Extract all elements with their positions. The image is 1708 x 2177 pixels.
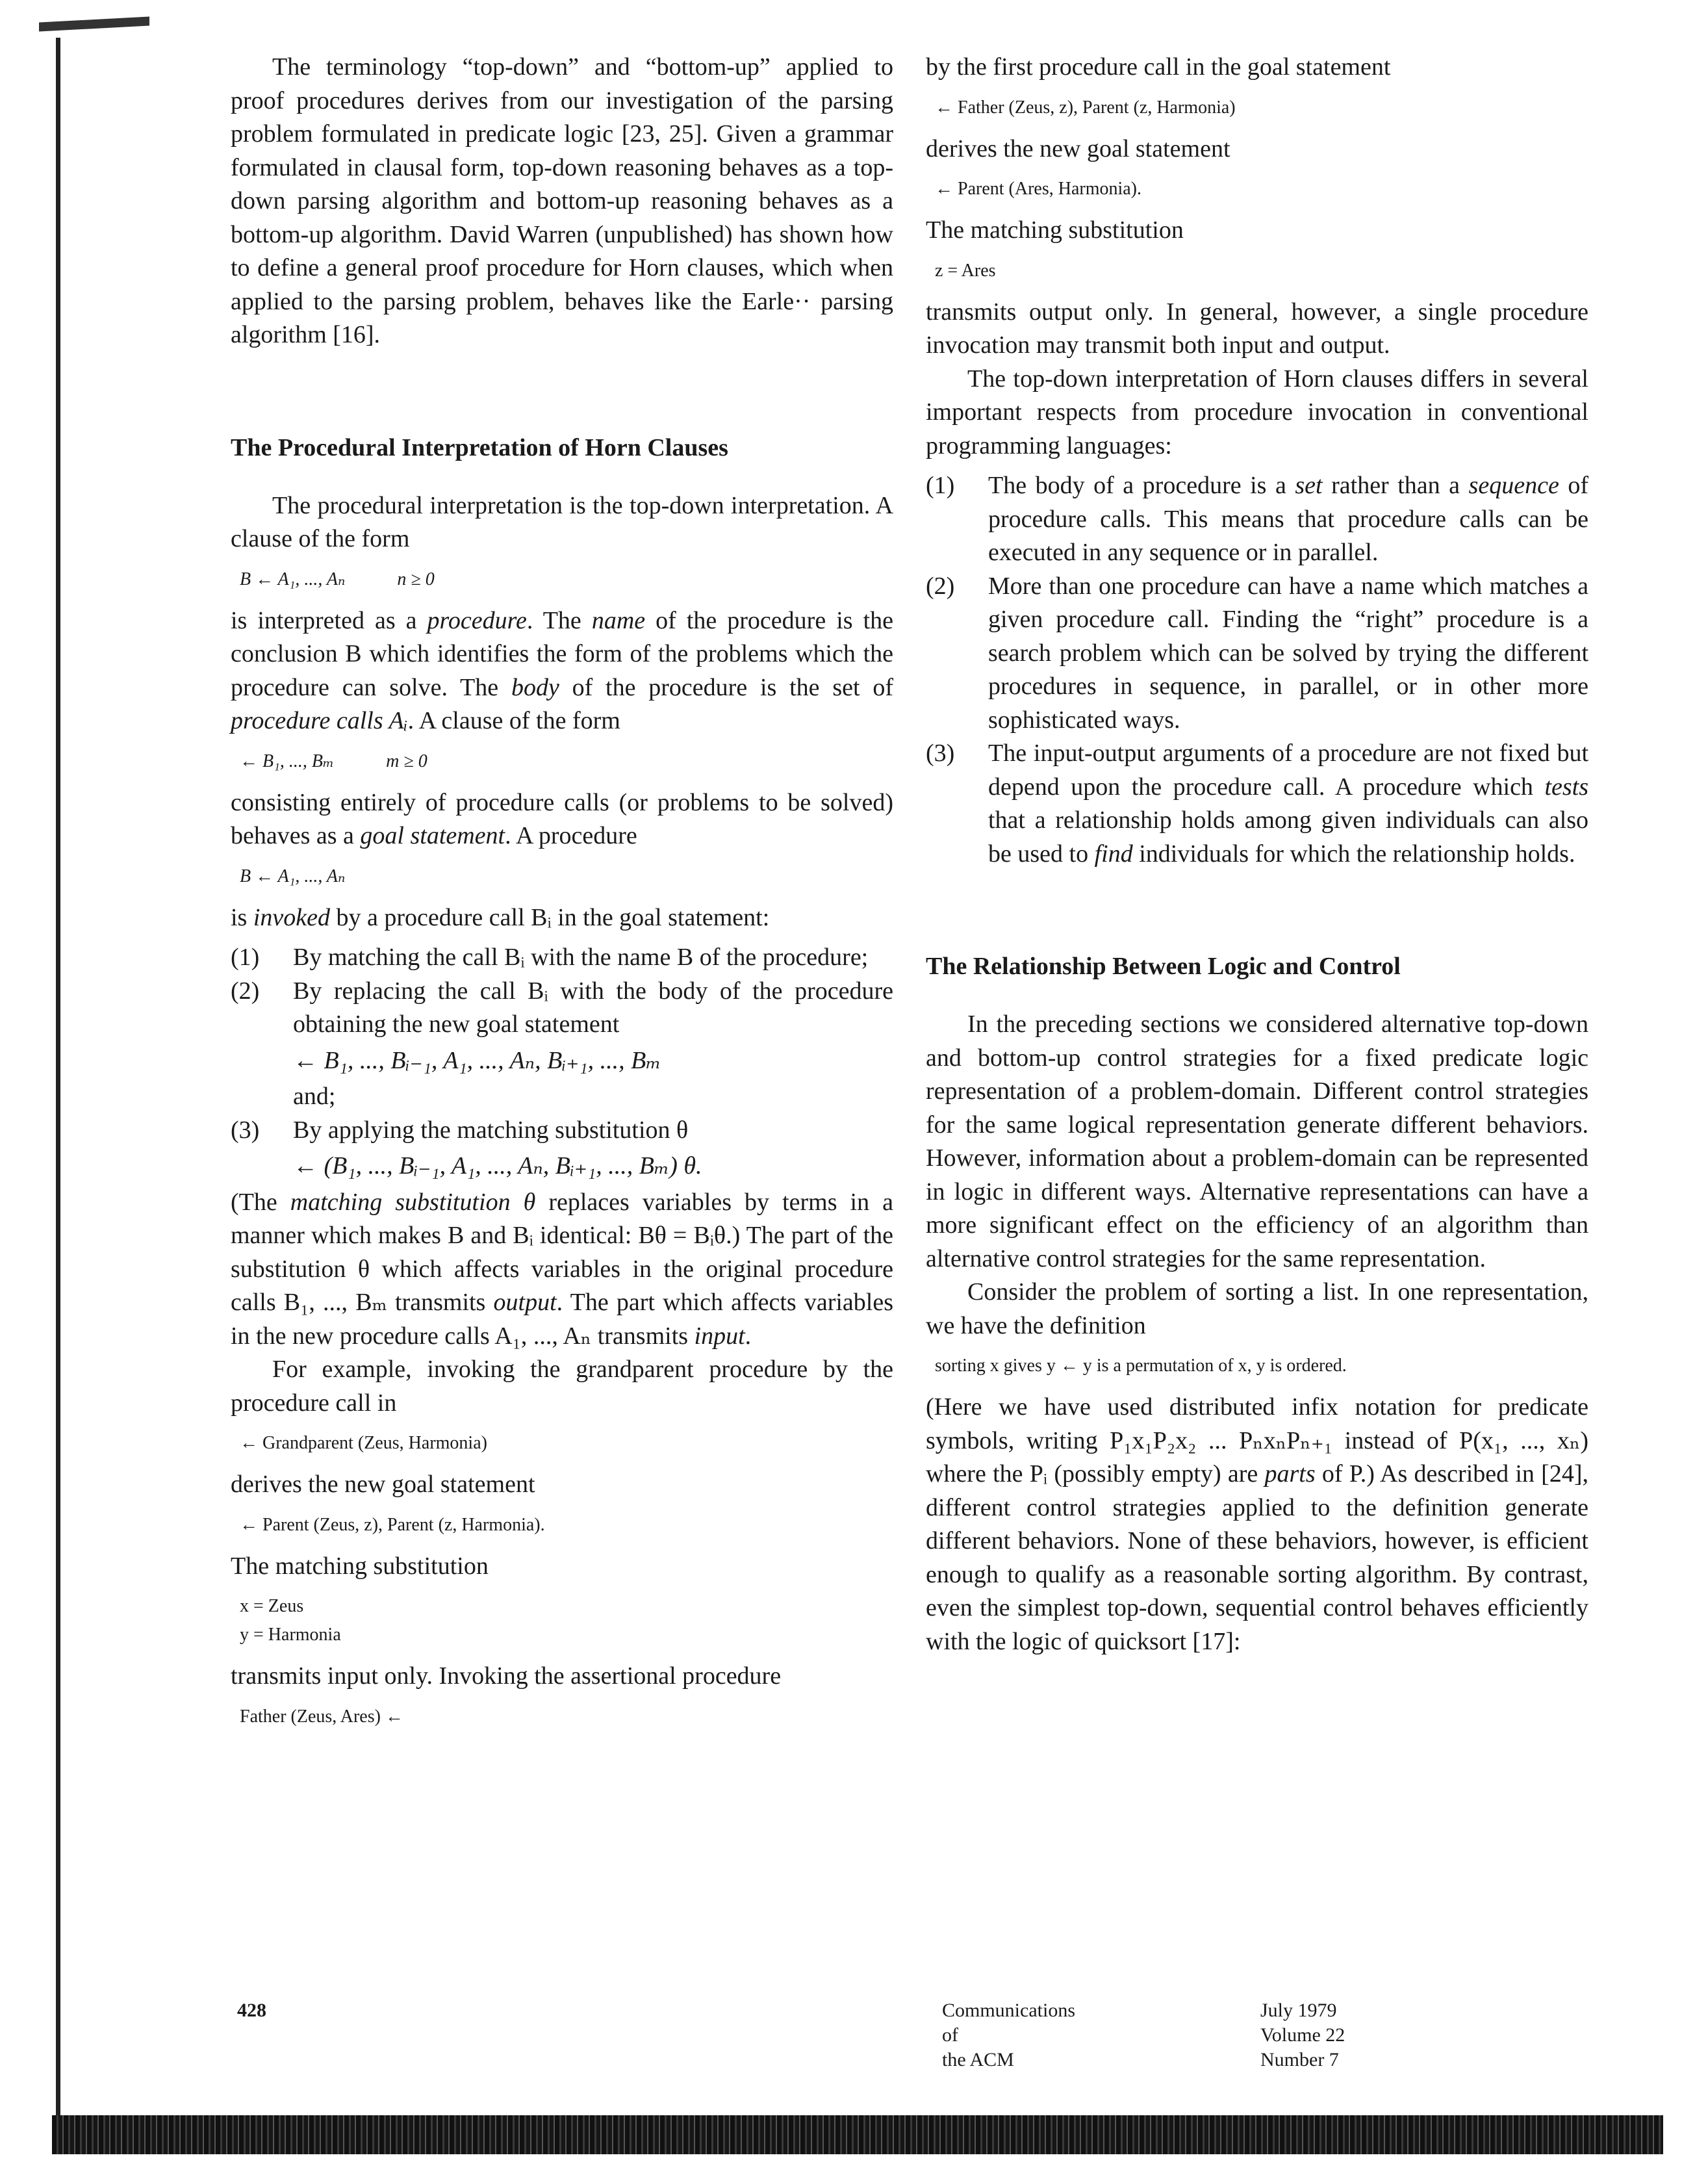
paragraph-example: For example, invoking the grandparent procedure by the procedure call in [231, 1356, 893, 1417]
paragraph-differences: The top-down interpretation of Horn clauses differs in several important respects from procedure invocation in conventional programming languages: [926, 365, 1588, 459]
paragraph-matching-substitution: (The matching substitution θ replaces variables by terms in a manner which makes B and Bᵢ identical: Bθ = Bᵢθ.) The part of the substitution θ which affects variables in the original procedure calls B₁, ..., Bₘ transmits output. The part which affects variables in the new procedure calls A₁, ..., Aₙ transmits input. [231, 1188, 893, 1350]
right-column [926, 51, 1588, 1658]
list-item: (3) The input-output arguments of a procedure are not fixed but depend upon the procedure call. A procedure which tests that a relationship holds among given individuals can also be used to find individuals for which the relationship holds. [926, 740, 1588, 868]
paragraph-substitution: The matching substitution [231, 1552, 489, 1580]
example-father-goal: ← Father (Zeus, z), Parent (z, Harmonia) [935, 97, 1236, 118]
paragraph-infix-notation: (Here we have used distributed infix notation for predicate symbols, writing P₁x₁P₂x₂ ... PₙxₙPₙ₊₁ instead of P(x₁, ..., xₙ) where the Pᵢ (possibly empty) are parts of P.) As described in [24], different control strategies applied to the definition generate different behaviors. None of these behaviors, however, is efficient enough to qualify as a reasonable sorting algorithm. By contrast, even the simplest top-down, sequential control behaves efficiently with the logic of quicksort [17]: [926, 1393, 1588, 1655]
formula-new-goal: ← B₁, ..., Bᵢ₋₁, A₁, ..., Aₙ, Bᵢ₊₁, ..., Bₘ [293, 1046, 661, 1074]
paragraph-transmits-input: transmits input only. Invoking the assertional procedure [231, 1662, 782, 1690]
list-item: (2) By replacing the call Bᵢ with the body of the procedure obtaining the new goal statement ← B₁, ..., Bᵢ₋₁, A₁, ..., Aₙ, Bᵢ₊₁, ..., Bₘ and; [231, 975, 893, 1114]
formula-goal-clause: ← B₁, ..., Bₘ m ≥ 0 [240, 751, 427, 771]
paragraph-goal-statement: consisting entirely of procedure calls (or problems to be solved) behaves as a goal statement. A procedure [231, 788, 893, 849]
paragraph-procedure-definition: is interpreted as a procedure. The name of the procedure is the conclusion B which identifies the form of the problems which the procedure can solve. The body of the procedure is the set of procedure calls Aᵢ. A clause of the form [231, 606, 894, 734]
paragraph-terminology: The terminology “top-down” and “bottom-up” applied to proof procedures derives from our investigation of the parsing problem formulated in predicate logic [23, 25]. Given a grammar formulated in clausal form, top-down reasoning behaves as a top-down parsing algorithm and bottom-up reasoning behaves as a bottom-up algorithm. David Warren (unpublished) has shown how to define a general proof procedure for Horn clauses, which when applied to the parsing problem, behaves like the Earle·· parsing algorithm [16]. [231, 53, 893, 348]
section-heading-procedural-interpretation: The Procedural Interpretation of Horn Clauses [231, 433, 728, 461]
invocation-steps-list [231, 941, 893, 1183]
list-item: (1) By matching the call Bᵢ with the name B of the procedure; [231, 944, 869, 971]
formula-substitution: ← (B₁, ..., Bᵢ₋₁, A₁, ..., Aₙ, Bᵢ₊₁, ..., Bₘ) θ. [293, 1152, 702, 1179]
example-substitution: x = Zeus y = Harmonia [240, 1596, 341, 1645]
left-column [231, 51, 893, 1742]
scan-artifact-top [39, 17, 149, 32]
differences-list [926, 469, 1588, 871]
paragraph-first-call: by the first procedure call in the goal statement [926, 53, 1391, 81]
paragraph-sorting: Consider the problem of sorting a list. In one representation, we have the definition [926, 1278, 1588, 1339]
formula-procedure-clause: B ← A₁, ..., Aₙ n ≥ 0 [240, 569, 435, 589]
paragraph-procedural-intro: The procedural interpretation is the top-down interpretation. A clause of the form [231, 491, 893, 552]
paragraph-transmits-output: transmits output only. In general, however, a single procedure invocation may transmit both input and output. [926, 298, 1588, 359]
list-item: (3) By applying the matching substitution θ ← (B₁, ..., Bᵢ₋₁, A₁, ..., Aₙ, Bᵢ₊₁, ..., Bₘ) θ. [231, 1114, 893, 1183]
paragraph-substitution-right: The matching substitution [926, 216, 1184, 244]
scan-artifact-left-edge [56, 38, 60, 2137]
section-heading-logic-and-control: The Relationship Between Logic and Control [926, 953, 1401, 980]
scan-artifact-bottom [52, 2115, 1663, 2154]
list-item: (1) The body of a procedure is a set rather than a sequence of procedure calls. This means that procedure calls can be executed in any sequence or in parallel. [926, 472, 1589, 566]
example-sorting-definition: sorting x gives y ← y is a permutation of x, y is ordered. [935, 1356, 1347, 1376]
example-z-ares: z = Ares [935, 260, 996, 281]
formula-procedure: B ← A₁, ..., Aₙ [240, 866, 346, 886]
paragraph-invoked: is invoked by a procedure call Bᵢ in the goal statement: [231, 903, 770, 931]
list-item: (2) More than one procedure can have a name which matches a given procedure call. Finding the “right” procedure is a search problem which can be solved by trying the different procedures in sequence, in parallel, or in other more sophisticated ways. [926, 572, 1588, 734]
example-grandparent-call: ← Grandparent (Zeus, Harmonia) [240, 1433, 487, 1453]
paragraph-derives-right: derives the new goal statement [926, 135, 1230, 162]
page-number: 428 [237, 2000, 266, 2021]
paragraph-derives: derives the new goal statement [231, 1471, 535, 1498]
list-item-and: and; [293, 1083, 336, 1110]
journal-name: Communications of the ACM [942, 2000, 1075, 2070]
issue-info: July 1979 Volume 22 Number 7 [1260, 2000, 1345, 2070]
example-father-assertion: Father (Zeus, Ares) ← [240, 1706, 403, 1727]
example-new-goal: ← Parent (Zeus, z), Parent (z, Harmonia). [240, 1514, 545, 1535]
paragraph-preceding-sections: In the preceding sections we considered alternative top-down and bottom-up control strategies for a fixed predicate logic representation of a problem-domain. Different control strategies for the same logical representation generate different behaviors. However, information about a problem-domain can be represented in logic in different ways. Alternative representations can have a more significant effect on the efficiency of an algorithm than alternative control strategies for the same representation. [926, 1011, 1588, 1272]
example-parent-goal: ← Parent (Ares, Harmonia). [935, 179, 1142, 199]
